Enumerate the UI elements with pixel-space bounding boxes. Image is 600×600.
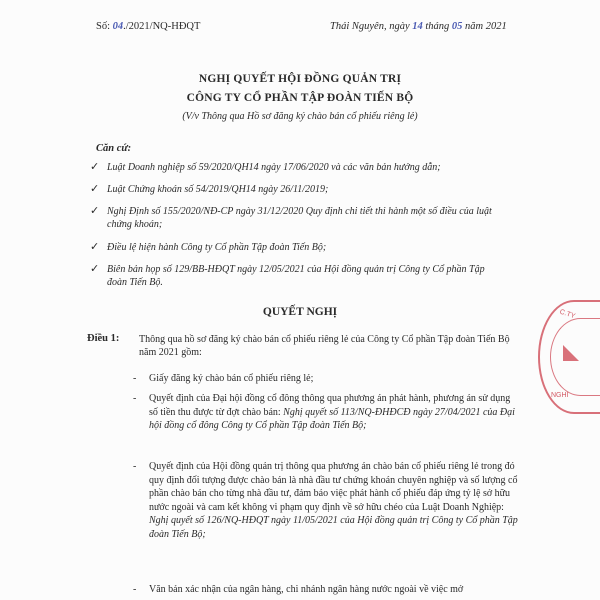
checkmark-icon: ✓ (90, 183, 100, 195)
list-item-text (149, 460, 518, 541)
month-label: tháng (422, 21, 452, 32)
company-seal-mark (541, 305, 600, 405)
basis-item-text: Luật Doanh nghiệp số 59/2020/QH14 ngày 17/06/2020 và các văn bản hướng dẫn; (107, 162, 441, 173)
dash-bullet: - (133, 373, 137, 384)
list-item-text-italic: Nghị quyết số 113/NQ-ĐHĐCĐ ngày 27/04/2021 của Đại hội đồng cổ đông Công ty Cổ phần Tập đoàn Tiến Bộ; (149, 406, 515, 431)
list-item (133, 392, 518, 433)
basis-item (90, 161, 505, 174)
basis-item (90, 241, 505, 254)
basis-item-text: Điều lệ hiện hành Công ty Cổ phần Tập đoàn Tiến Bộ; (107, 242, 327, 253)
basis-item (90, 205, 505, 231)
number-prefix: Số: (96, 21, 113, 32)
list-item-text: Văn bản xác nhận của ngân hàng, chi nhánh ngân hàng nước ngoài về việc mở (149, 584, 464, 595)
seal-logo-icon (563, 345, 579, 361)
number-rest: ./2021/NQ-HĐQT (123, 21, 201, 32)
checkmark-icon: ✓ (90, 241, 100, 253)
checkmark-icon: ✓ (90, 263, 100, 275)
list-item-text-plain: Quyết định của Hội đồng quản trị thông qua phương án chào bán cổ phiếu riêng lẻ trong đó quy định đối tượng được chào bán là nhà đầu tư chứng khoán chuyên nghiệp và số lượng cổ phần chào bán cho từng nhà đầu tư, đảm bảo việc phát hành cổ phiếu đáp ứng tỷ lệ sở hữu nước ngoài và cam kết không vi phạm quy định về sở hữu chéo của Luật Doanh Nghiệp: (149, 461, 518, 513)
document-number (96, 21, 200, 32)
list-item (133, 460, 518, 541)
basis-item (90, 263, 505, 289)
basis-item (90, 183, 505, 196)
resolution-heading: QUYẾT NGHỊ (262, 306, 338, 318)
basis-heading: Căn cứ: (96, 143, 132, 154)
place-date-prefix: Thái Nguyên, ngày (330, 21, 413, 32)
list-item-text-plain: Quyết định của Đại hội đồng cổ đông thông qua phương án phát hành, phương án sử dụng số tiền thu được từ đợt chào bán: (149, 393, 511, 418)
document-title-line2: CÔNG TY CỔ PHẦN TẬP ĐOÀN TIẾN BỘ (186, 92, 414, 104)
basis-item-text: Biên bản họp số 129/BB-HĐQT ngày 12/05/2021 của Hội đồng quản trị Công ty Cổ phần Tập đoàn Tiến Bộ. (107, 264, 485, 288)
document-subtitle: (V/v Thông qua Hồ sơ đăng ký chào bán cổ phiếu riêng lẻ) (182, 111, 418, 122)
list-item-text (149, 392, 518, 433)
document-title-line1: NGHỊ QUYẾT HỘI ĐỒNG QUẢN TRỊ (198, 73, 402, 85)
article-text: Thông qua hồ sơ đăng ký chào bán cổ phiếu riêng lẻ của Công ty Cổ phần Tập đoàn Tiến Bộ năm 2021 gồm: (139, 334, 510, 358)
dash-bullet: - (133, 393, 137, 404)
place-date (330, 21, 507, 32)
handwritten-day: 14 (412, 21, 423, 32)
dash-bullet: - (133, 584, 137, 595)
checkmark-icon: ✓ (90, 205, 100, 217)
seal-text: C.TY (558, 308, 577, 321)
year-text: năm 2021 (462, 21, 507, 32)
list-item-text: Giấy đăng ký chào bán cổ phiếu riêng lẻ; (149, 373, 314, 384)
handwritten-month: 05 (451, 21, 463, 32)
checkmark-icon: ✓ (90, 161, 100, 173)
list-item-text-italic: Nghị quyết số 126/NQ-HĐQT ngày 11/05/2021 của Hội đồng quản trị Công ty Cổ phần Tập đoàn Tiến Bộ; (149, 515, 518, 540)
seal-text-bottom: NGHI (551, 392, 569, 399)
list-item (133, 583, 518, 597)
handwritten-number: 04 (112, 21, 124, 32)
basis-item-text: Luật Chứng khoán số 54/2019/QH14 ngày 26/11/2019; (107, 184, 329, 195)
list-item (133, 372, 518, 386)
article-label: Điều 1: (87, 333, 120, 344)
dash-bullet: - (133, 461, 137, 472)
basis-item-text: Nghị Định số 155/2020/NĐ-CP ngày 31/12/2020 Quy định chi tiết thi hành một số điều của luật chứng khoán; (107, 206, 492, 230)
